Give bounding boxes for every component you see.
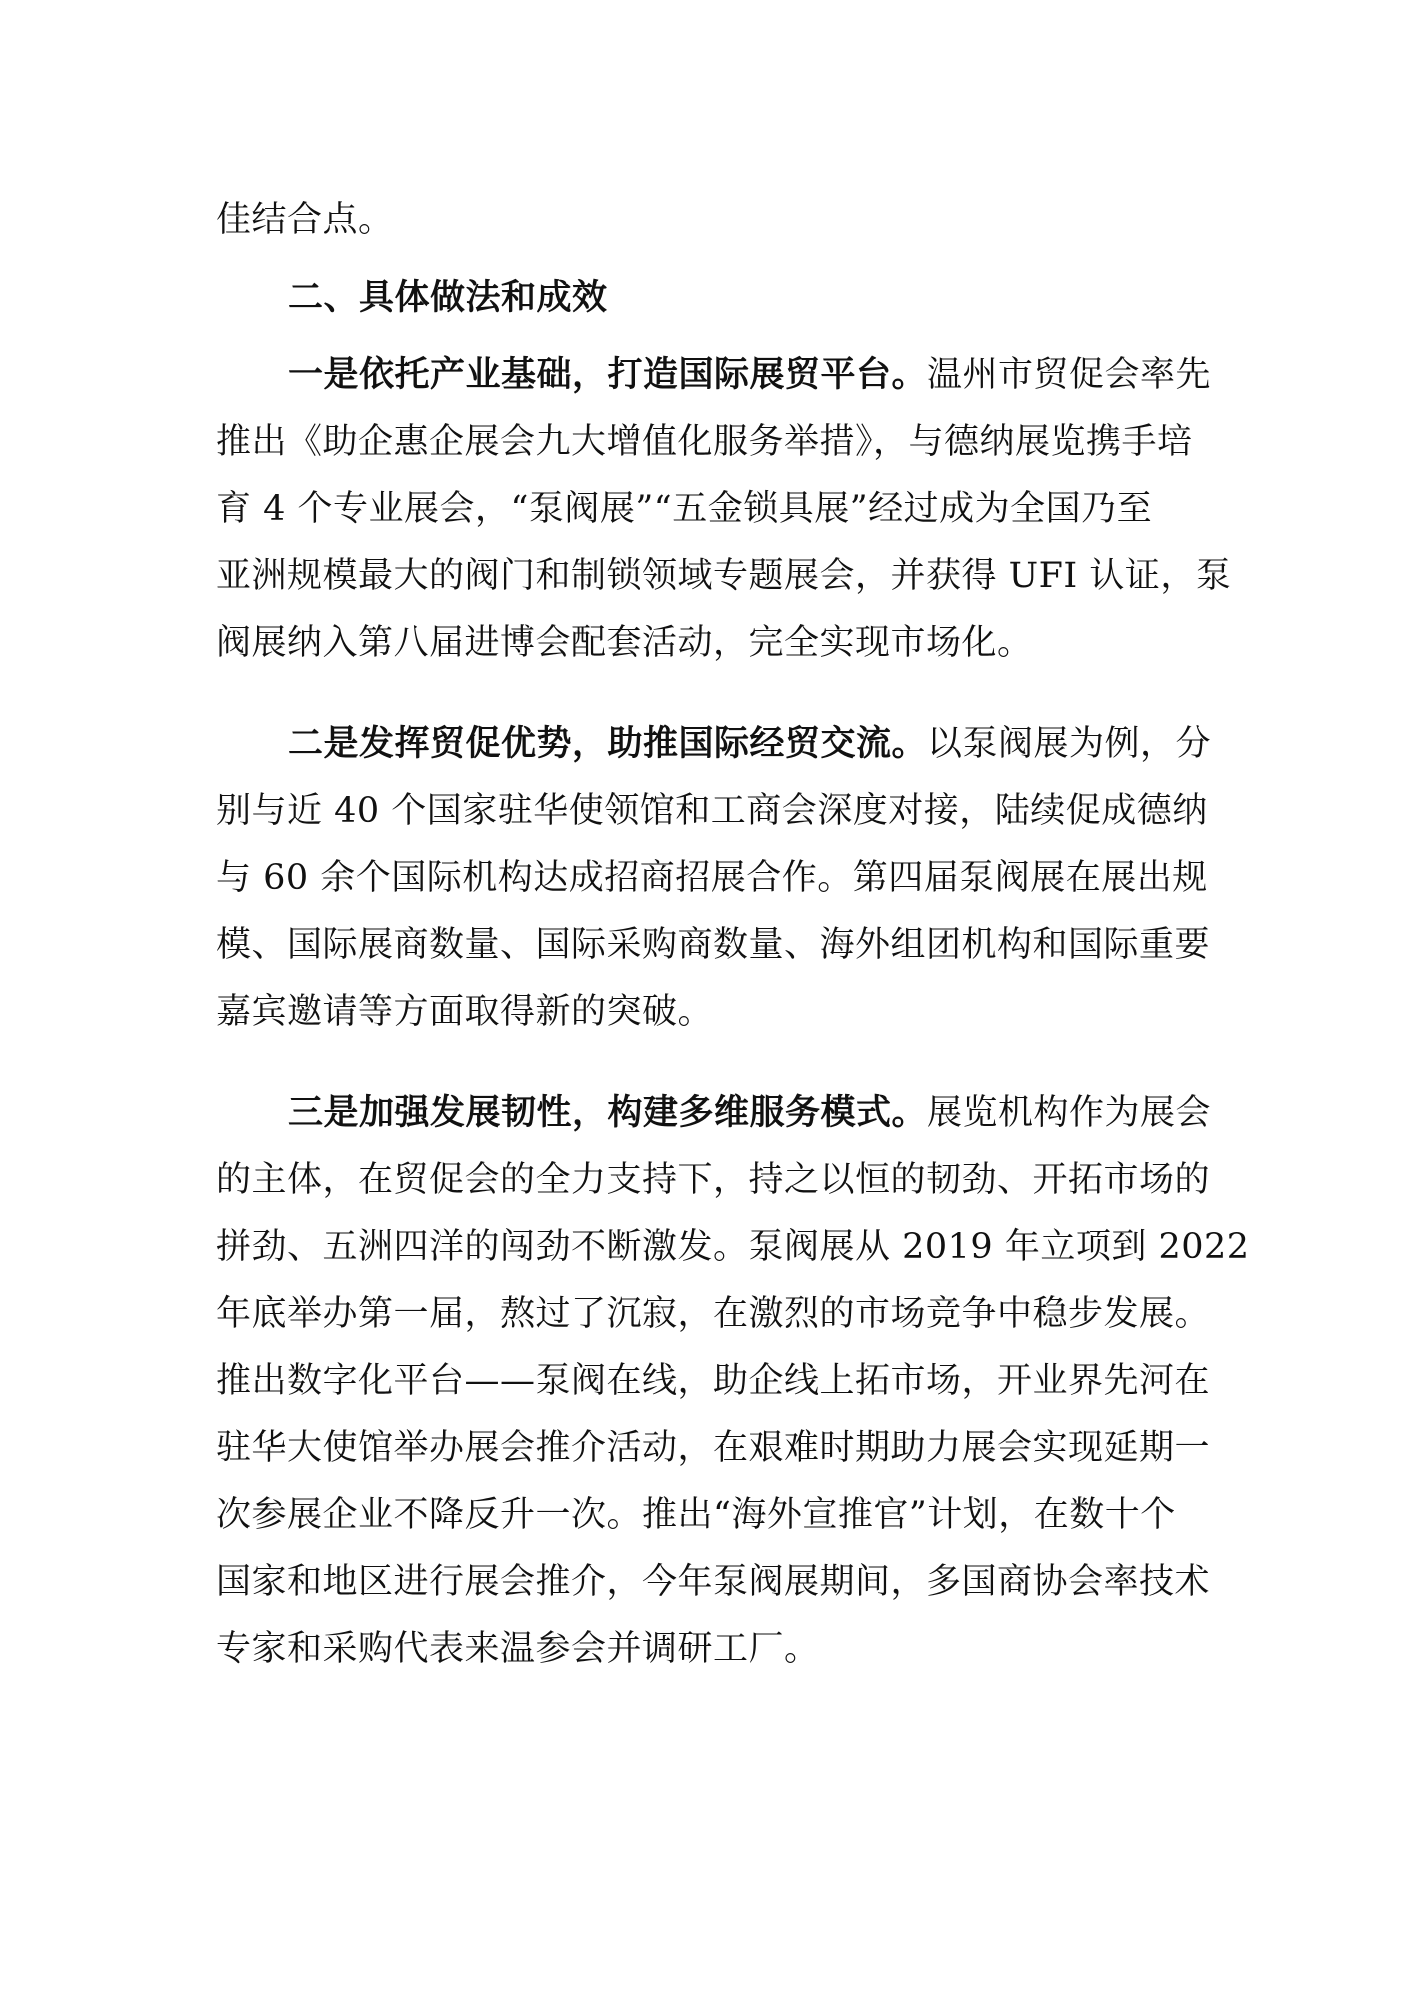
paragraph-3-first-line [288, 1091, 1212, 1157]
paragraph-3-text: 展览机构作为展会 [927, 1093, 1212, 1133]
paragraph-2-lead: 二是发挥贸促优势，助推国际经贸交流。 [288, 723, 928, 764]
paragraph-2-text: 以泵阀展为例，分 [927, 724, 1212, 764]
paragraph-3-line: 国家和地区进行展会推介，今年泵阀展期间，多国商协会率技术 [216, 1562, 1211, 1602]
paragraph-3-lead: 三是加强发展韧性，构建多维服务模式。 [288, 1092, 928, 1133]
paragraph-2-line: 别与近 40 个国家驻华使领馆和工商会深度对接，陆续促成德纳 [216, 791, 1208, 831]
paragraph-2-line: 与 60 余个国际机构达成招商招展合作。第四届泵阀展在展出规 [216, 858, 1208, 898]
paragraph-2-line: 模、国际展商数量、国际采购商数量、海外组团机构和国际重要 [216, 925, 1211, 965]
paragraph-1-line: 育 4 个专业展会，“泵阀展”“五金锁具展”经过成为全国乃至 [216, 489, 1153, 529]
paragraph-1-line: 推出《助企惠企展会九大增值化服务举措》，与德纳展览携手培 [216, 422, 1193, 462]
paragraph-3-line: 驻华大使馆举办展会推介活动，在艰难时期助力展会实现延期一 [216, 1428, 1211, 1468]
paragraph-2-line: 嘉宾邀请等方面取得新的突破。 [216, 992, 714, 1032]
paragraph-1-line: 亚洲规模最大的阀门和制锁领域专题展会，并获得 UFI 认证，泵 [216, 556, 1232, 596]
paragraph-1-text: 温州市贸促会率先 [927, 355, 1212, 395]
intro-tail-line: 佳结合点。 [216, 200, 394, 240]
section-heading: 二、具体做法和成效 [288, 278, 608, 318]
paragraph-2-first-line [288, 722, 1212, 788]
paragraph-3-line: 专家和采购代表来温参会并调研工厂。 [216, 1629, 820, 1669]
paragraph-1-line: 阀展纳入第八届进博会配套活动，完全实现市场化。 [216, 623, 1033, 663]
paragraph-1-lead: 一是依托产业基础，打造国际展贸平台。 [288, 354, 928, 395]
paragraph-3-line: 推出数字化平台——泵阀在线，助企线上拓市场，开业界先河在 [216, 1361, 1211, 1401]
paragraph-1-first-line [288, 353, 1212, 419]
paragraph-3-line: 次参展企业不降反升一次。推出“海外宣推官”计划，在数十个 [216, 1495, 1176, 1535]
paragraph-3-line: 的主体，在贸促会的全力支持下，持之以恒的韧劲、开拓市场的 [216, 1160, 1211, 1200]
paragraph-3-line: 拼劲、五洲四洋的闯劲不断激发。泵阀展从 2019 年立项到 2022 [216, 1227, 1250, 1267]
paragraph-3-line: 年底举办第一届，熬过了沉寂，在激烈的市场竞争中稳步发展。 [216, 1294, 1211, 1334]
